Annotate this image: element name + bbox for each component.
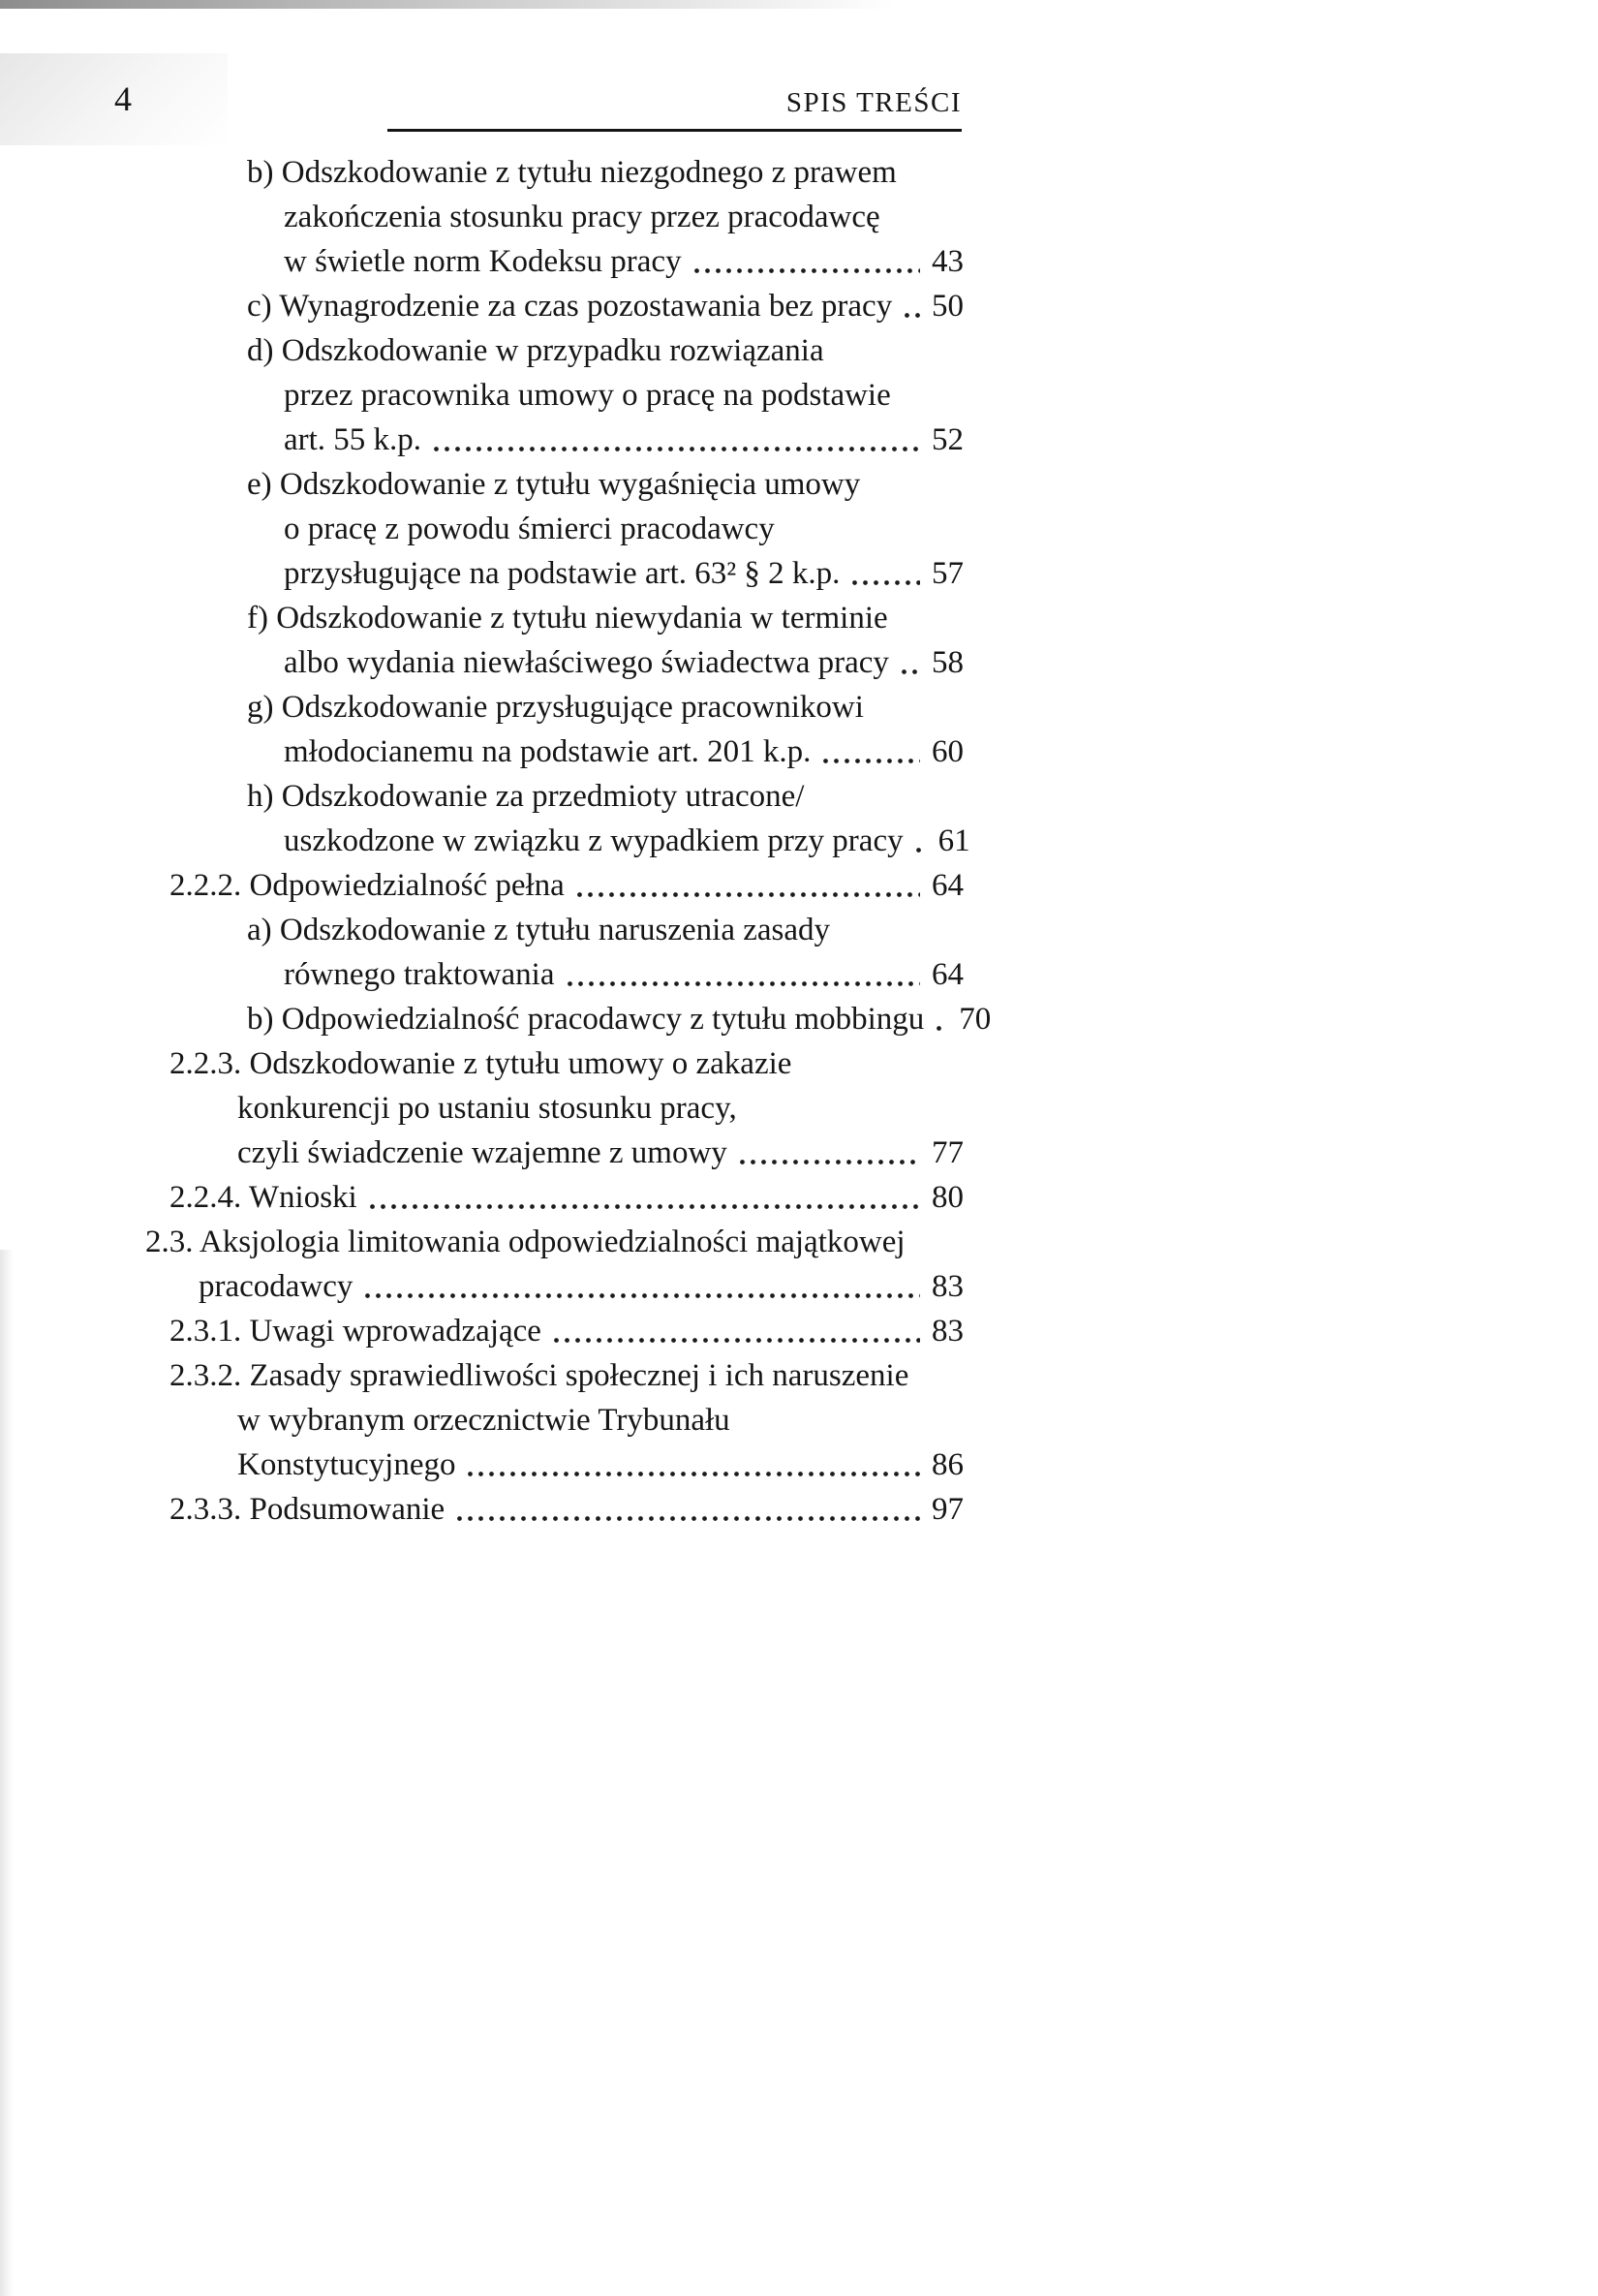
page-ref: 57 [932,556,964,591]
toc-line [145,551,964,596]
toc-entry-text: o pracę z powodu śmierci pracodawcy [284,512,775,546]
page-ref: 83 [932,1314,964,1349]
toc-line [145,952,964,997]
toc-line [145,596,964,640]
toc-entry-text: e) Odszkodowanie z tytułu wygaśnięcia umowy [247,467,861,502]
toc-line [145,507,964,551]
toc-line [145,908,964,952]
scan-edge-left [0,1250,14,2296]
toc-line [145,1264,964,1309]
toc-line [145,997,992,1041]
page-ref: 70 [959,1002,992,1037]
leader-dots [574,890,920,899]
toc-line [145,819,970,863]
toc-entry-text: zakończenia stosunku pracy przez pracodawcę [284,200,880,234]
page-ref: 64 [932,868,964,903]
toc-line [145,1086,964,1131]
page-ref: 52 [932,422,964,457]
toc-entry-text: konkurencji po ustaniu stosunku pracy, [237,1091,737,1126]
toc-entry-text: przez pracownika umowy o pracę na podstawie [284,378,891,413]
page-ref: 61 [937,823,970,858]
page-ref: 64 [932,957,964,992]
toc-entry [145,1353,964,1487]
toc-entry [145,908,964,997]
page-ref: 97 [932,1492,964,1527]
toc-line [145,685,964,729]
toc-entry-text: c) Wynagrodzenie za czas pozostawania bez pracy [247,289,893,324]
leader-dots [367,1202,920,1211]
toc-entry [145,1220,964,1309]
toc-entry-text: 2.2.2. Odpowiedzialność pełna [169,868,565,903]
leader-dots [691,266,920,275]
toc-entry [145,685,964,774]
toc-entry [145,1175,964,1220]
toc-entry-text: Konstytucyjnego [237,1447,456,1482]
toc-line [145,1309,964,1353]
toc-entry [145,150,964,284]
header-title: SPIS TREŚCI [785,87,962,118]
toc-entry-text: 2.2.3. Odszkodowanie z tytułu umowy o zakazie [169,1046,792,1081]
toc-entry-text: a) Odszkodowanie z tytułu naruszenia zasady [247,913,831,947]
toc-line [145,1131,964,1175]
toc-line [145,1443,964,1487]
toc-entry-text: h) Odszkodowanie za przedmioty utracone/ [247,779,805,814]
toc-entry-text: albo wydania niewłaściwego świadectwa pracy [284,645,889,680]
leader-dots [934,1024,947,1033]
header-rule [387,129,962,132]
toc-entry [145,863,964,908]
toc-entry [145,997,992,1041]
scan-edge-top [0,0,895,9]
toc-entry-text: uszkodzone w związku z wypadkiem przy pracy [284,823,904,858]
toc-entry [145,462,964,596]
leader-dots [913,846,927,854]
toc-entry-text: 2.3.3. Podsumowanie [169,1492,446,1527]
toc-line [145,239,964,284]
toc-line [145,774,964,819]
toc-line [145,195,964,239]
toc-line [145,418,964,462]
toc-entry-text: b) Odpowiedzialność pracodawcy z tytułu mobbingu [247,1002,925,1037]
toc-line [145,284,964,328]
toc-entry-text: pracodawcy [199,1269,353,1304]
toc-line [145,1175,964,1220]
leader-dots [902,311,920,320]
toc-line [145,1487,964,1532]
leader-dots [454,1514,920,1523]
toc-entry-text: b) Odszkodowanie z tytułu niezgodnego z prawem [247,155,897,190]
toc-entry-text: przysługujące na podstawie art. 63² § 2 k.p. [284,556,841,591]
leader-dots [565,979,921,988]
toc-line [145,462,964,507]
toc-entry [145,328,964,462]
toc-line [145,640,964,685]
leader-dots [551,1336,920,1345]
toc-line [145,328,964,373]
leader-dots [820,757,920,765]
leader-dots [737,1158,920,1166]
toc-line [145,1398,964,1443]
page-ref: 58 [932,645,964,680]
toc-entry-text: 2.3. Aksjologia limitowania odpowiedzialności majątkowej [145,1225,906,1259]
leader-dots [431,445,920,453]
toc-line [145,729,964,774]
leader-dots [465,1470,920,1478]
toc-entry-text: 2.3.1. Uwagi wprowadzające [169,1314,541,1349]
leader-dots [899,667,920,676]
toc-entry [145,1041,964,1175]
toc-entry-text: młodocianemu na podstawie art. 201 k.p. [284,734,812,769]
toc-entry [145,774,970,863]
table-of-contents [145,150,992,1532]
toc-entry-text: g) Odszkodowanie przysługujące pracownikowi [247,690,864,725]
toc-line [145,373,964,418]
toc-entry [145,284,964,328]
toc-entry [145,596,964,685]
toc-entry-text: 2.3.2. Zasady sprawiedliwości społecznej i ich naruszenie [169,1358,909,1393]
toc-entry-text: 2.2.4. Wnioski [169,1180,357,1215]
page-ref: 77 [932,1135,964,1170]
toc-entry-text: f) Odszkodowanie z tytułu niewydania w terminie [247,601,888,636]
toc-line [145,1041,964,1086]
toc-entry-text: czyli świadczenie wzajemne z umowy [237,1135,727,1170]
page-ref: 86 [932,1447,964,1482]
toc-line [145,150,964,195]
toc-entry [145,1487,964,1532]
page-ref: 50 [932,289,964,324]
toc-entry-text: równego traktowania [284,957,555,992]
toc-entry-text: w wybranym orzecznictwie Trybunału [237,1403,730,1438]
toc-entry-text: d) Odszkodowanie w przypadku rozwiązania [247,333,824,368]
toc-line [145,1353,964,1398]
page-ref: 60 [932,734,964,769]
page-ref: 83 [932,1269,964,1304]
toc-entry [145,1309,964,1353]
page-ref: 43 [932,244,964,279]
leader-dots [849,578,920,587]
toc-entry-text: art. 55 k.p. [284,422,422,457]
toc-line [145,863,964,908]
toc-entry-text: w świetle norm Kodeksu pracy [284,244,682,279]
toc-line [145,1220,964,1264]
page-number: 4 [114,79,132,118]
page-ref: 80 [932,1180,964,1215]
leader-dots [362,1291,920,1300]
